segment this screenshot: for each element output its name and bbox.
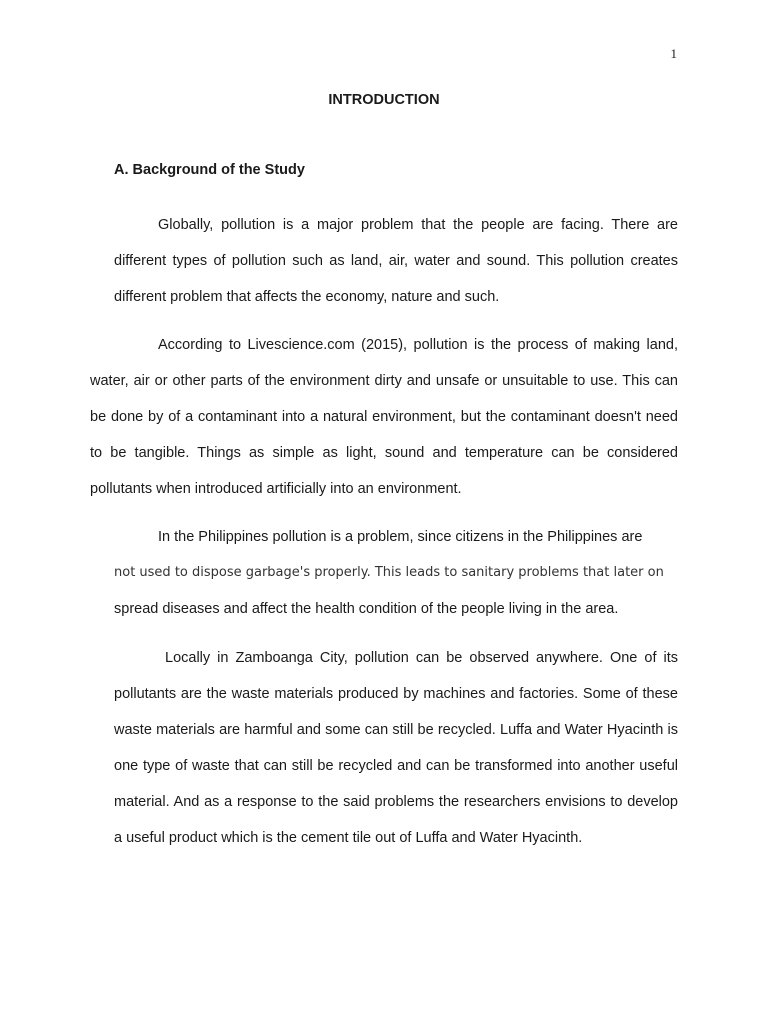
section-heading: A. Background of the Study	[114, 162, 305, 178]
paragraph-3-line-3: spread diseases and affect the health condition of the people living in the area.	[114, 601, 619, 617]
page-title: INTRODUCTION	[328, 92, 440, 108]
paragraph-3-line-2: not used to dispose garbage's properly. This leads to sanitary problems that later on	[114, 565, 664, 580]
paragraph-4	[114, 640, 678, 856]
paragraph-3	[90, 519, 678, 627]
paragraph-1-text: Globally, pollution is a major problem that the people are facing. There are different types of pollution such as land, air, water and sound. This pollution creates different problem that affects the economy, nature and such.	[114, 217, 678, 305]
paragraph-2	[90, 327, 678, 507]
paragraph-2-text: According to Livescience.com (2015), pollution is the process of making land, water, air or other parts of the environment dirty and unsafe or unsuitable to use. This can be done by of a contaminant into a natural environment, but the contaminant doesn't need to be tangible. Things as simple as light, sound and temperature can be considered pollutants when introduced artificially into an environment.	[90, 337, 678, 497]
paragraph-4-text: Locally in Zamboanga City, pollution can be observed anywhere. One of its pollutants are the waste materials produced by machines and factories. Some of these waste materials are harmful and some can still be recycled. Luffa and Water Hyacinth is one type of waste that can still be recycled and can be transformed into another useful material. And as a response to the said problems the researchers envisions to develop a useful product which is the cement tile out of Luffa and Water Hyacinth.	[114, 650, 678, 846]
paragraph-3-line-1: In the Philippines pollution is a problem, since citizens in the Philippines are	[158, 529, 643, 545]
paragraph-1	[114, 207, 678, 315]
page-number: 1	[670, 46, 677, 61]
